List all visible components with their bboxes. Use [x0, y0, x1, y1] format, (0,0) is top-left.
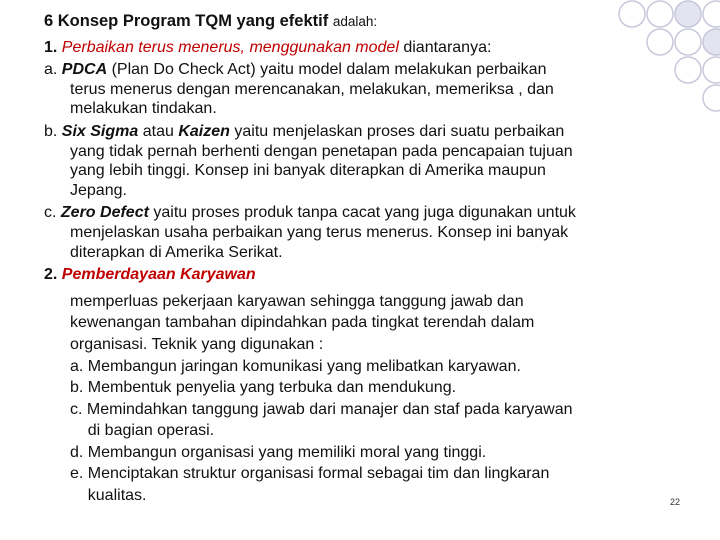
- item-1-heading: [44, 38, 678, 58]
- item-a-first-line: [44, 60, 678, 80]
- item-2-line-1: memperluas pekerjaan karyawan sehingga tanggung jawab dan: [70, 292, 524, 310]
- item-a: [44, 60, 678, 119]
- item-2-technique-e-cont: kualitas.: [70, 487, 147, 505]
- item-b-term2: Kaizen: [178, 122, 230, 140]
- page-number: 22: [669, 497, 680, 507]
- item-c-line-3: diterapkan di Amerika Serikat.: [70, 243, 283, 261]
- item-b-term1: Six Sigma: [61, 122, 139, 140]
- item-b: [44, 122, 678, 200]
- title-main: 6 Konsep Program TQM yang efektif: [44, 12, 329, 30]
- item-2-technique-e: e. Menciptakan struktur organisasi formal sebagai tim dan lingkaran: [70, 465, 550, 483]
- item-1-rest: diantaranya:: [403, 38, 492, 56]
- item-2-technique-c: c. Memindahkan tanggung jawab dari manajer dan staf pada karyawan: [70, 400, 573, 418]
- title-suffix: adalah:: [332, 14, 378, 29]
- item-b-mid: atau: [142, 122, 174, 140]
- item-b-line-2: yang tidak pernah berhenti dengan penetapan pada pencapaian tujuan: [70, 142, 573, 160]
- item-1-number: 1.: [44, 38, 58, 56]
- item-2-body: [44, 288, 678, 506]
- item-2-line-2: kewenangan tambahan dipindahkan pada tingkat terendah dalam: [70, 314, 535, 332]
- item-c: [44, 203, 678, 262]
- item-2-heading: [44, 265, 678, 285]
- item-1-red-text: Perbaikan terus menerus, menggunakan model: [61, 38, 399, 56]
- item-2-technique-c-cont: di bagian operasi.: [70, 422, 215, 440]
- item-c-label: c.: [44, 204, 57, 222]
- item-2-number: 2.: [44, 266, 58, 284]
- item-a-first: (Plan Do Check Act) yaitu model dalam melakukan perbaikan: [111, 61, 547, 79]
- item-2-technique-d: d. Membangun organisasi yang memiliki moral yang tinggi.: [70, 443, 487, 461]
- item-b-line-3: yang lebih tinggi. Konsep ini banyak diterapkan di Amerika maupun: [70, 162, 546, 180]
- item-b-label: b.: [44, 122, 58, 140]
- item-c-term: Zero Defect: [60, 204, 149, 222]
- item-2-line-3: organisasi. Teknik yang digunakan :: [70, 335, 324, 353]
- item-c-first-line: [44, 203, 678, 223]
- item-b-first-line: [44, 122, 678, 142]
- item-c-line-2: menjelaskan usaha perbaikan yang terus menerus. Konsep ini banyak: [70, 223, 569, 241]
- item-c-first: yaitu proses produk tanpa cacat yang juga digunakan untuk: [153, 204, 576, 222]
- item-a-label: a.: [44, 61, 58, 79]
- slide-title: [44, 12, 678, 32]
- item-a-line-2: terus menerus dengan merencanakan, melakukan, memeriksa , dan: [70, 80, 554, 98]
- item-a-term: PDCA: [61, 61, 108, 79]
- item-2-technique-a: a. Membangun jaringan komunikasi yang melibatkan karyawan.: [70, 357, 521, 375]
- slide-content: [44, 12, 678, 506]
- item-b-first: yaitu menjelaskan proses dari suatu perbaikan: [234, 122, 565, 140]
- item-2-red-text: Pemberdayaan Karyawan: [61, 266, 256, 284]
- item-2-technique-b: b. Membentuk penyelia yang terbuka dan mendukung.: [70, 379, 457, 397]
- item-b-line-4: Jepang.: [70, 181, 127, 199]
- item-a-line-3: melakukan tindakan.: [70, 100, 217, 118]
